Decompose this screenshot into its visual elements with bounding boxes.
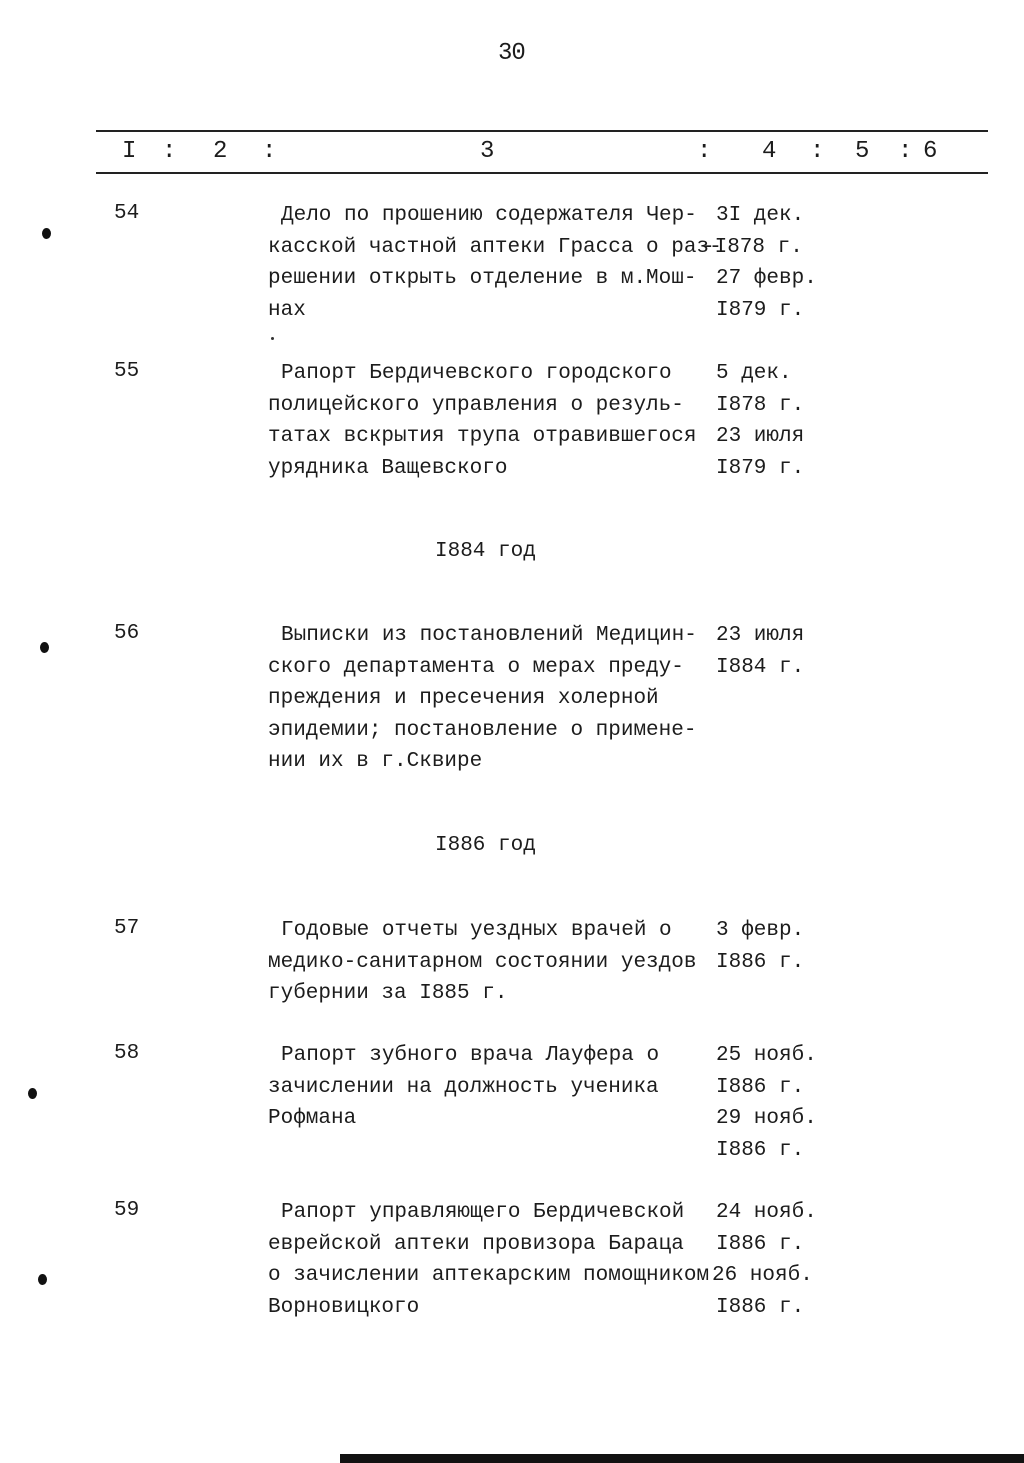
header-col-2: 2 [213, 138, 228, 165]
date-line: I884 г. [716, 655, 805, 679]
header-col-6: 6 [923, 138, 938, 165]
description-line: еврейской аптеки провизора Бараца [268, 1232, 684, 1256]
binding-hole [42, 228, 51, 239]
description-line: зачислении на должность ученика [268, 1075, 659, 1099]
entry-number: 59 [114, 1199, 140, 1222]
date-line: I879 г. [716, 456, 805, 480]
description-line: медико-санитарном состоянии уездов [268, 950, 697, 974]
description-line: решении открыть отделение в м.Мош- [268, 267, 697, 290]
date-line: I886 г. [716, 1295, 805, 1319]
date-line: 25 нояб. [716, 1044, 817, 1067]
date-line: 3 февр. [716, 919, 805, 942]
entry-description [268, 915, 708, 1010]
description-line: эпидемии; постановление о примене- [268, 718, 697, 742]
date-line: I878 г. [716, 393, 805, 417]
description-line: татах вскрытия трупа отравившегося [268, 425, 697, 448]
description-line: Выписки из постановлений Медицин- [281, 624, 697, 647]
speck [271, 337, 274, 340]
header-rule-bottom [96, 172, 988, 174]
description-line: преждения и пресечения холерной [268, 687, 659, 710]
description-line: губернии за I885 г. [268, 982, 508, 1005]
page-number: 30 [498, 40, 525, 67]
date-line: 29 нояб. [716, 1107, 817, 1130]
header-rule-top [96, 130, 988, 132]
entry-dates [716, 620, 804, 683]
header-col-4: 4 [762, 138, 777, 165]
entry-dates [702, 200, 817, 326]
header-sep: : [810, 138, 825, 165]
date-line: 24 нояб. [716, 1201, 817, 1224]
header-col-3: 3 [480, 138, 495, 165]
entry-number: 56 [114, 622, 140, 645]
date-line: 23 июля [716, 425, 805, 448]
date-line: I886 г. [716, 950, 805, 974]
date-line: I886 г. [716, 1138, 805, 1162]
entry-number: 58 [114, 1042, 140, 1065]
date-line: I879 г. [716, 298, 805, 322]
description-line: Ворновицкого [268, 1295, 420, 1319]
date-line: 5 дек. [716, 362, 792, 385]
year-heading: I886 год [435, 834, 536, 857]
description-line: нах [268, 298, 306, 322]
bottom-edge [340, 1454, 1024, 1463]
date-line: I886 г. [716, 1232, 805, 1256]
description-line: Рапорт Бердичевского городского [281, 362, 672, 385]
binding-hole [40, 642, 49, 653]
entry-dates [716, 1040, 817, 1166]
description-line: урядника Ващевского [268, 456, 508, 480]
entry-number: 54 [114, 202, 140, 225]
description-line: ского департамента о мерах преду- [268, 655, 684, 679]
description-line: Рапорт зубного врача Лауфера о [281, 1044, 660, 1067]
header-sep: : [697, 138, 712, 165]
entry-number: 57 [114, 917, 140, 940]
date-line: -I878 г. [702, 235, 803, 259]
date-line: I886 г. [716, 1075, 805, 1099]
header-col-5: 5 [855, 138, 870, 165]
date-line: 26 нояб. [712, 1264, 813, 1287]
entry-dates [716, 358, 804, 484]
date-line: 27 февр. [716, 267, 817, 290]
header-sep: : [898, 138, 913, 165]
description-line: Рофмана [268, 1107, 357, 1130]
description-line: касской частной аптеки Грасса о раз- [268, 235, 722, 259]
date-line: 3I дек. [716, 204, 805, 227]
entry-number: 55 [114, 360, 140, 383]
binding-hole [38, 1274, 47, 1285]
entry-description [268, 1040, 708, 1135]
entry-dates [712, 1197, 817, 1323]
entry-description [268, 1197, 708, 1323]
description-line: нии их в г.Сквире [268, 750, 483, 773]
entry-description [268, 358, 708, 484]
header-sep: : [262, 138, 277, 165]
description-line: Рапорт управляющего Бердичевской [281, 1201, 685, 1224]
entry-description [268, 620, 708, 778]
year-heading: I884 год [435, 540, 536, 563]
header-col-1: I [122, 138, 137, 165]
description-line: Годовые отчеты уездных врачей о [281, 919, 672, 942]
description-line: полицейского управления о резуль- [268, 393, 684, 417]
description-line: о зачислении аптекарским помощником [268, 1264, 710, 1287]
entry-description [268, 200, 722, 326]
description-line: Дело по прошению содержателя Чер- [281, 204, 697, 227]
binding-hole [28, 1088, 37, 1099]
entry-dates [716, 915, 804, 978]
date-line: 23 июля [716, 624, 805, 647]
header-sep: : [162, 138, 177, 165]
